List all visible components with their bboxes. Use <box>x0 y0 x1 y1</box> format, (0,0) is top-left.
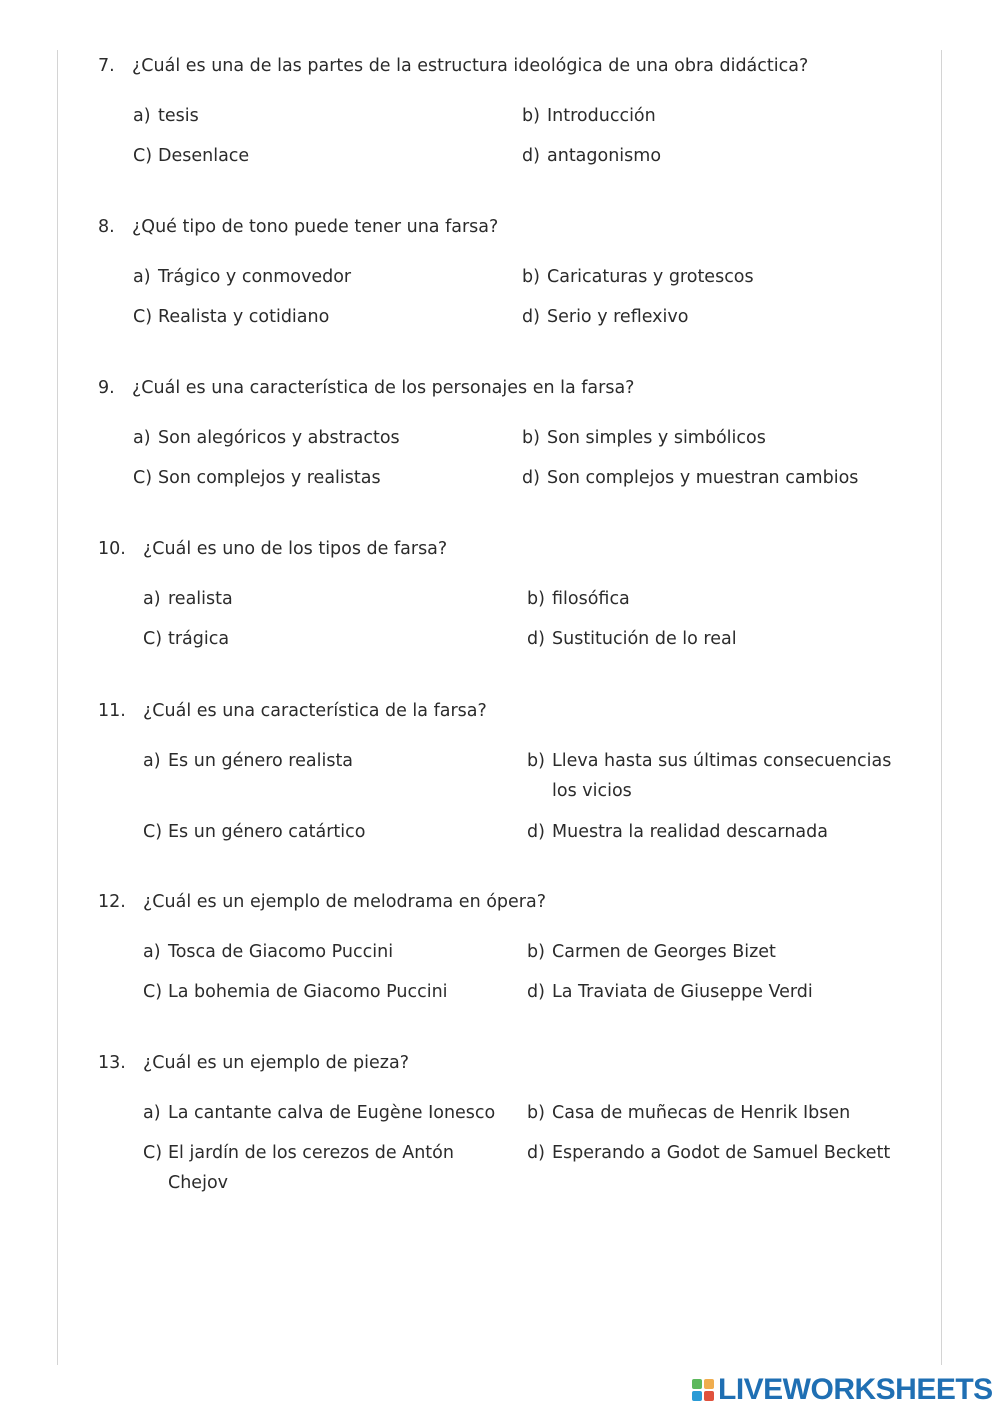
option-letter: C) <box>143 629 163 649</box>
option-letter: a) <box>133 267 151 287</box>
question-line <box>98 212 918 242</box>
option-text: La bohemia de Giacomo Puccini <box>168 982 448 1002</box>
option-letter: a) <box>133 106 151 126</box>
option-letter: d) <box>527 629 545 649</box>
options-grid <box>98 1098 918 1193</box>
option-text: Son simples y simbólicos <box>547 428 766 448</box>
question-text: ¿Cuál es un ejemplo de pieza? <box>143 1053 409 1073</box>
option-text: Caricaturas y grotescos <box>547 267 754 287</box>
question-number: 12. <box>98 892 126 912</box>
option-letter: C) <box>143 822 163 842</box>
option-text: Realista y cotidiano <box>158 307 330 327</box>
option-d[interactable] <box>527 977 902 1007</box>
option-letter: C) <box>133 146 153 166</box>
option-d[interactable] <box>522 302 902 332</box>
page-border-right <box>941 50 942 1365</box>
option-c[interactable] <box>143 977 513 1007</box>
option-c[interactable] <box>143 624 513 654</box>
option-letter: a) <box>143 1103 161 1123</box>
option-d[interactable] <box>527 624 902 654</box>
option-d[interactable] <box>522 463 902 493</box>
option-text: Trágico y conmovedor <box>158 267 352 287</box>
option-d[interactable] <box>527 1138 902 1168</box>
question-line <box>98 534 918 564</box>
option-c[interactable] <box>143 1138 513 1198</box>
option-text: Es un género realista <box>168 751 354 771</box>
liveworksheets-logo[interactable] <box>692 1375 993 1405</box>
option-letter: a) <box>143 751 161 771</box>
question-text: ¿Cuál es una característica de la farsa? <box>143 701 487 721</box>
option-c[interactable] <box>143 817 513 847</box>
question-7 <box>98 51 918 181</box>
question-text: ¿Cuál es uno de los tipos de farsa? <box>143 539 448 559</box>
option-c[interactable] <box>133 141 503 171</box>
option-c[interactable] <box>133 463 503 493</box>
option-text: Es un género catártico <box>168 822 366 842</box>
option-text: Son alegóricos y abstractos <box>158 428 400 448</box>
question-12 <box>98 887 918 1017</box>
option-letter: d) <box>527 1143 545 1163</box>
option-letter: d) <box>522 468 540 488</box>
question-number: 10. <box>98 539 126 559</box>
option-b[interactable] <box>527 1098 902 1128</box>
option-b[interactable] <box>522 262 902 292</box>
question-line <box>98 887 918 917</box>
option-a[interactable] <box>143 1098 513 1128</box>
question-number: 9. <box>98 378 115 398</box>
question-text: ¿Qué tipo de tono puede tener una farsa? <box>132 217 499 237</box>
question-text: ¿Cuál es una característica de los personajes en la farsa? <box>132 378 635 398</box>
option-a[interactable] <box>143 584 513 614</box>
option-letter: a) <box>143 942 161 962</box>
page-border-left <box>57 50 58 1365</box>
option-text: Casa de muñecas de Henrik Ibsen <box>552 1103 851 1123</box>
options-grid <box>98 746 918 857</box>
option-letter: d) <box>522 307 540 327</box>
question-number: 8. <box>98 217 115 237</box>
option-text: El jardín de los cerezos de Antón Chejov <box>168 1143 454 1193</box>
option-a[interactable] <box>143 937 513 967</box>
option-text: Lleva hasta sus últimas consecuencias los vicios <box>552 751 892 801</box>
option-b[interactable] <box>527 584 902 614</box>
options-grid <box>98 584 918 664</box>
question-text: ¿Cuál es una de las partes de la estructura ideológica de una obra didáctica? <box>132 56 809 76</box>
option-text: filosófica <box>552 589 630 609</box>
option-text: Muestra la realidad descarnada <box>552 822 828 842</box>
question-number: 11. <box>98 701 126 721</box>
option-a[interactable] <box>133 101 503 131</box>
options-grid <box>98 423 918 503</box>
option-text: La Traviata de Giuseppe Verdi <box>552 982 813 1002</box>
option-text: tesis <box>158 106 199 126</box>
option-a[interactable] <box>143 746 513 776</box>
option-text: La cantante calva de Eugène Ionesco <box>168 1103 496 1123</box>
option-text: Esperando a Godot de Samuel Beckett <box>552 1143 891 1163</box>
option-text: Carmen de Georges Bizet <box>552 942 776 962</box>
option-letter: b) <box>527 589 545 609</box>
option-letter: C) <box>143 1143 163 1163</box>
option-letter: d) <box>527 822 545 842</box>
option-letter: b) <box>522 267 540 287</box>
question-9 <box>98 373 918 503</box>
option-c[interactable] <box>133 302 503 332</box>
option-b[interactable] <box>522 101 902 131</box>
option-a[interactable] <box>133 262 503 292</box>
option-a[interactable] <box>133 423 503 453</box>
option-text: antagonismo <box>547 146 662 166</box>
option-letter: b) <box>527 942 545 962</box>
option-text: trágica <box>168 629 230 649</box>
question-10 <box>98 534 918 664</box>
option-b[interactable] <box>522 423 902 453</box>
option-text: Desenlace <box>158 146 250 166</box>
option-text: Son complejos y muestran cambios <box>547 468 859 488</box>
question-line <box>98 1048 918 1078</box>
option-letter: C) <box>133 468 153 488</box>
question-line <box>98 373 918 403</box>
option-text: Serio y reflexivo <box>547 307 689 327</box>
question-11 <box>98 696 918 857</box>
option-letter: b) <box>522 428 540 448</box>
option-letter: C) <box>143 982 163 1002</box>
question-number: 13. <box>98 1053 126 1073</box>
option-letter: d) <box>527 982 545 1002</box>
option-b[interactable] <box>527 937 902 967</box>
option-text: Tosca de Giacomo Puccini <box>168 942 394 962</box>
option-letter: C) <box>133 307 153 327</box>
option-b[interactable] <box>527 746 902 806</box>
option-d[interactable] <box>527 817 902 847</box>
logo-text: LIVEWORKSHEETS <box>718 1373 993 1406</box>
option-text: Son complejos y realistas <box>158 468 381 488</box>
question-13 <box>98 1048 918 1193</box>
option-letter: b) <box>522 106 540 126</box>
question-line <box>98 51 918 81</box>
options-grid <box>98 101 918 181</box>
option-letter: b) <box>527 1103 545 1123</box>
option-letter: b) <box>527 751 545 771</box>
option-letter: a) <box>143 589 161 609</box>
option-letter: a) <box>133 428 151 448</box>
option-text: realista <box>168 589 233 609</box>
logo-icon <box>692 1379 714 1401</box>
question-line <box>98 696 918 726</box>
options-grid <box>98 262 918 342</box>
option-text: Sustitución de lo real <box>552 629 737 649</box>
option-letter: d) <box>522 146 540 166</box>
question-text: ¿Cuál es un ejemplo de melodrama en ópera? <box>143 892 547 912</box>
question-8 <box>98 212 918 342</box>
question-number: 7. <box>98 56 115 76</box>
option-text: Introducción <box>547 106 656 126</box>
option-d[interactable] <box>522 141 902 171</box>
options-grid <box>98 937 918 1017</box>
